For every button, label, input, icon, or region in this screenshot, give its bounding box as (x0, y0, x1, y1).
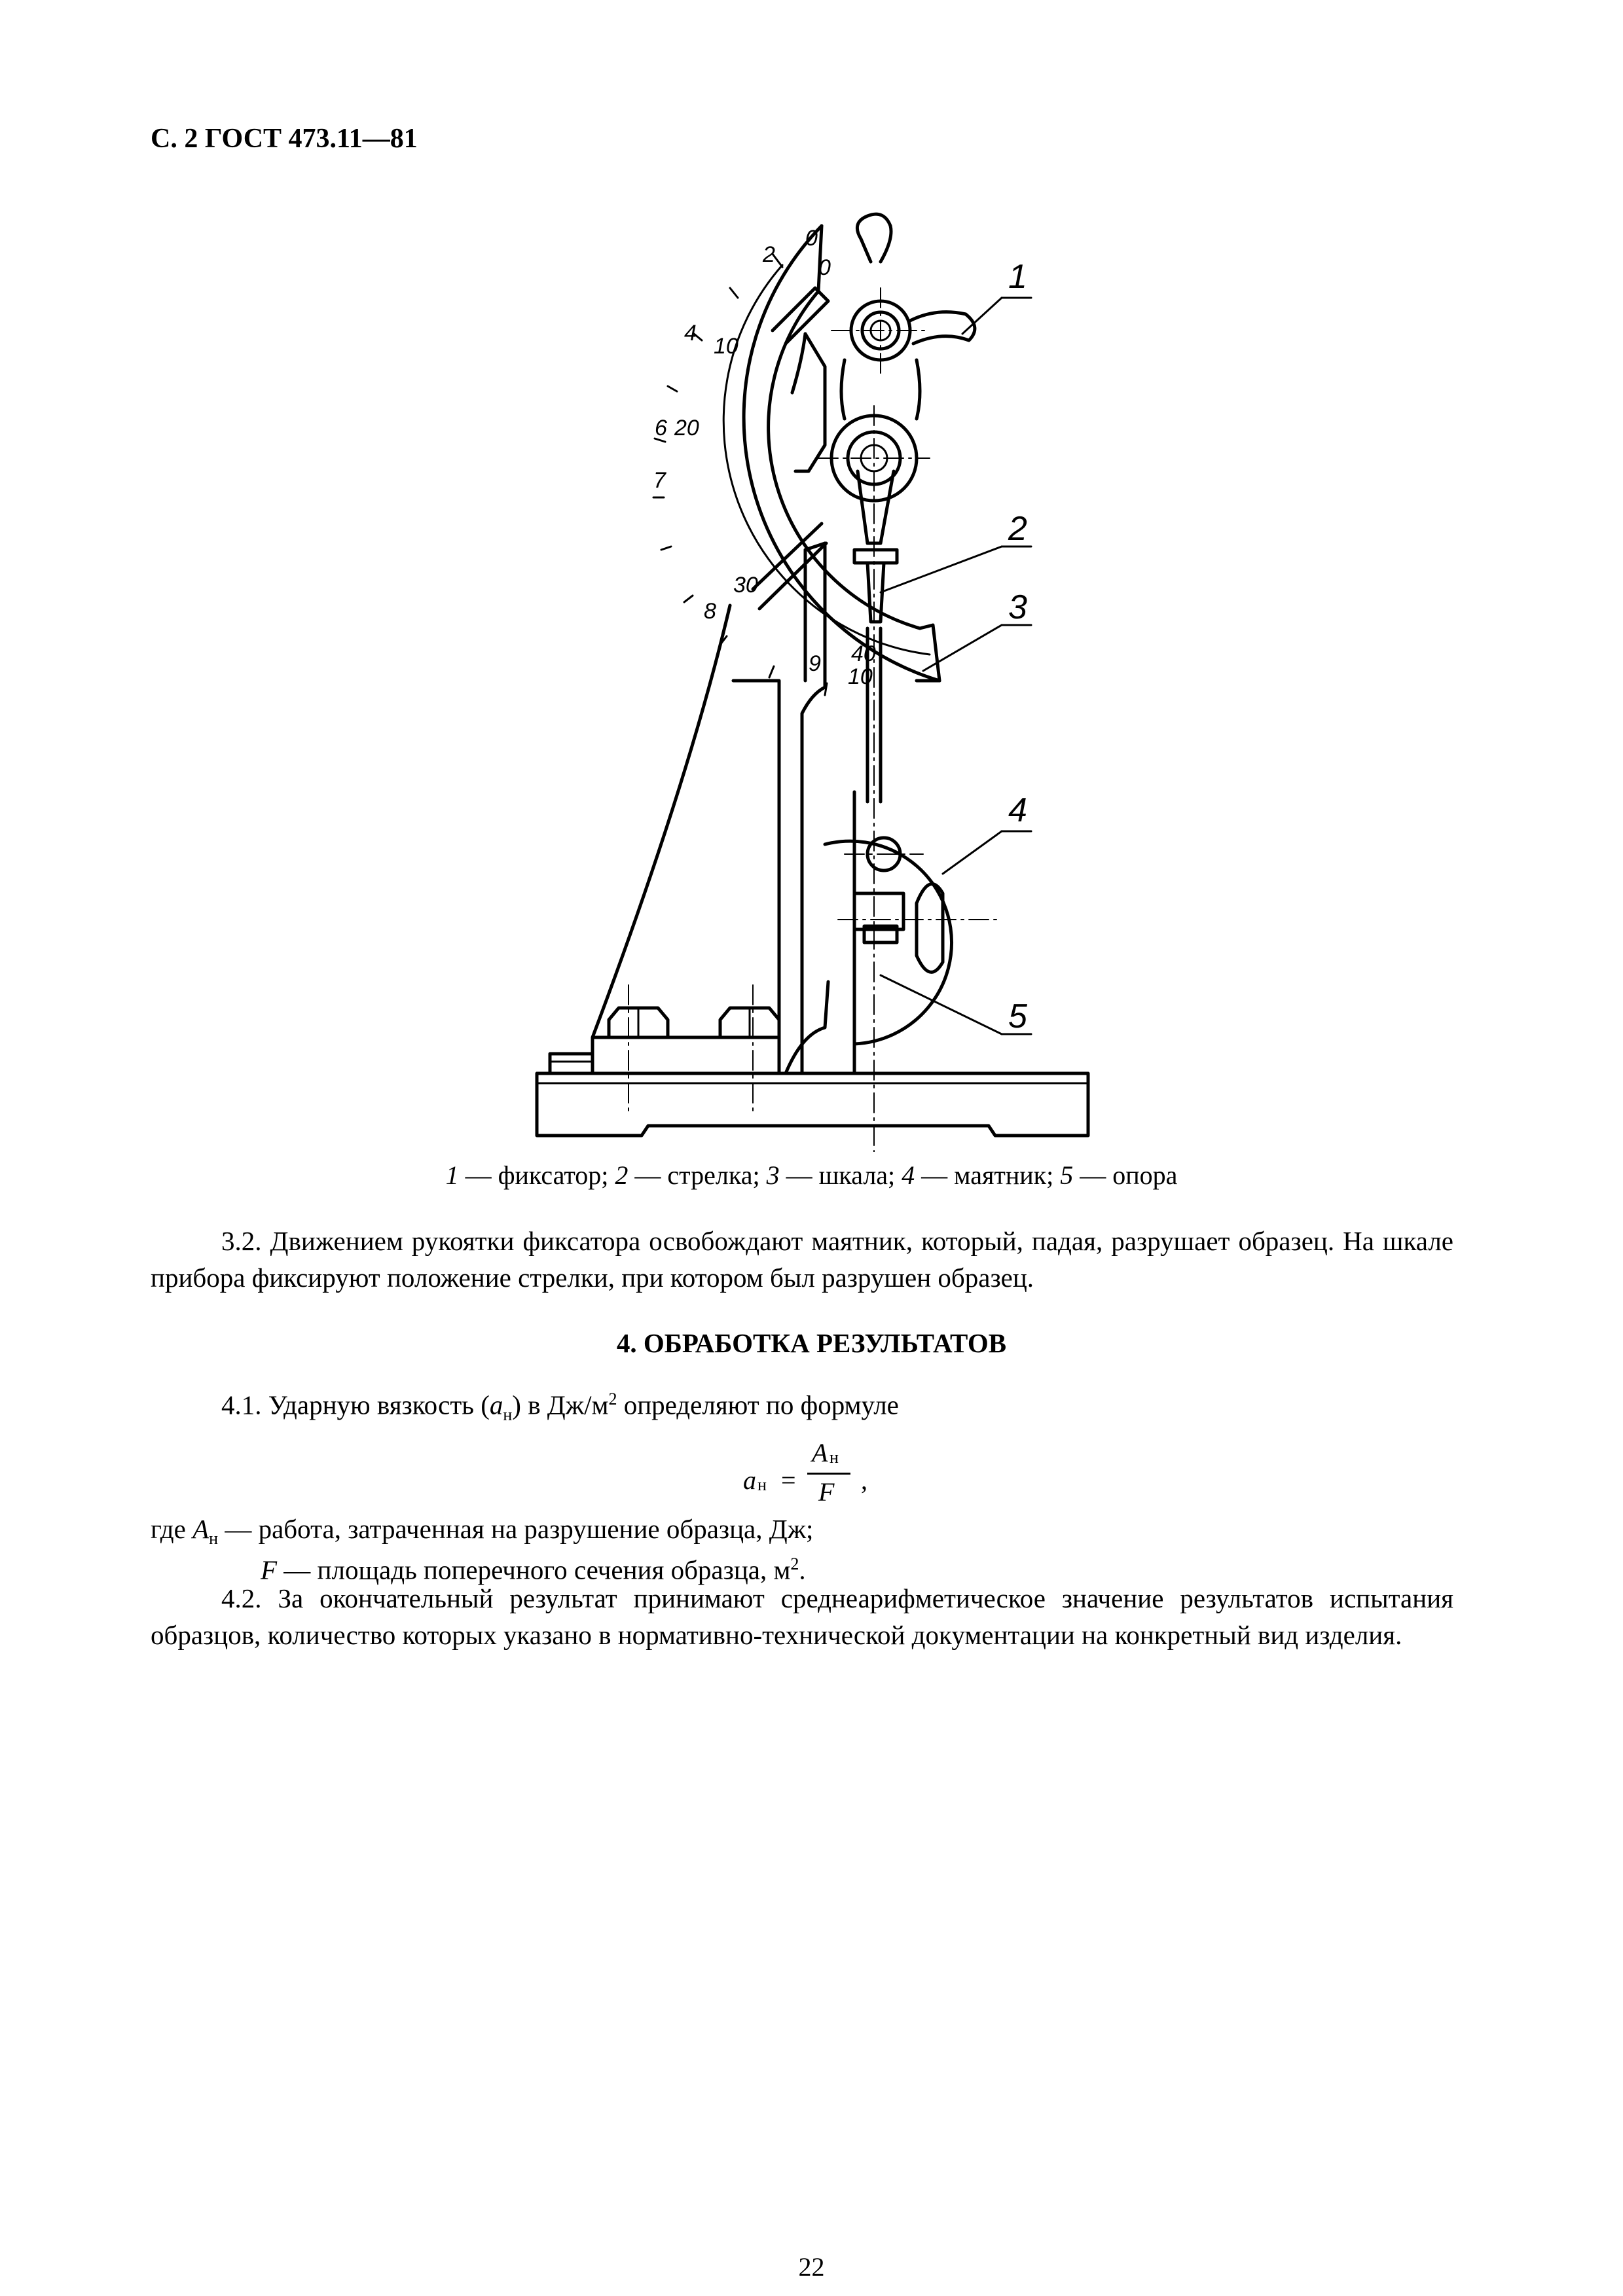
caption-text-1: фиксатор (498, 1160, 602, 1190)
svg-text:7: 7 (653, 468, 666, 493)
paragraph-3-2: 3.2. Движением рукоятки фиксатора освобождают маятник, который, падая, разрушает образец. На шкале прибора фиксируют положение стрелки, при котором был разрушен образец. (151, 1226, 1453, 1293)
svg-text:40: 40 (851, 641, 876, 666)
svg-text:8: 8 (704, 599, 716, 624)
fixator (831, 214, 975, 419)
formula (743, 1437, 913, 1509)
caption-text-5: опора (1112, 1160, 1178, 1190)
svg-text:0: 0 (805, 226, 818, 251)
caption-separator: ; (601, 1160, 609, 1190)
page-number: 22 (798, 2252, 825, 2282)
fraction-bar (807, 1473, 850, 1475)
caption-separator: ; (1046, 1160, 1054, 1190)
caption-num-3: 3 (766, 1160, 780, 1190)
svg-text:10: 10 (714, 334, 739, 359)
formula-eq: = (781, 1465, 796, 1495)
pendulum (825, 628, 1002, 1044)
svg-text:6: 6 (655, 416, 667, 440)
callout-4: 4 (1008, 791, 1027, 829)
scale-arc (653, 226, 939, 695)
formula-den: F (818, 1477, 835, 1507)
caption-dash: — (634, 1160, 661, 1190)
formula-num: A (812, 1438, 828, 1467)
formula-lhs: a (743, 1465, 756, 1495)
caption-dash: — (1080, 1160, 1106, 1190)
caption-separator: ; (752, 1160, 760, 1190)
caption-num-4: 4 (902, 1160, 915, 1190)
page-header: С. 2 ГОСТ 473.11—81 (151, 124, 418, 154)
caption-text-2: стрелка (667, 1160, 753, 1190)
formula-lhs-sub: н (757, 1475, 767, 1494)
svg-text:10: 10 (848, 664, 873, 689)
callout-2: 2 (1008, 510, 1027, 548)
caption-dash: — (786, 1160, 812, 1190)
svg-text:4: 4 (684, 321, 697, 346)
base-plate (537, 1054, 1088, 1136)
stand-body (593, 543, 854, 1113)
where-line-2: F — площадь поперечного сечения образца, $м^2$. (261, 1554, 806, 1585)
svg-text:0: 0 (818, 255, 831, 280)
caption-num-5: 5 (1060, 1160, 1074, 1190)
symbol-a: a (489, 1390, 503, 1420)
callout-1: 1 (1008, 258, 1027, 296)
paragraph-4-1: 4.1. Ударную вязкость $(a_н)$ в $Дж/м^2$ определяют по формуле (221, 1390, 899, 1424)
caption-dash: — (465, 1160, 492, 1190)
where-line-1: где $A_н$ — работа, затраченная на разрушение образца, Дж; (151, 1514, 814, 1549)
caption-text-3: шкала (818, 1160, 888, 1190)
callout-5: 5 (1008, 997, 1027, 1035)
formula-comma: , (861, 1465, 867, 1495)
callout-3: 3 (1008, 588, 1027, 626)
figure-caption (0, 1160, 1623, 1191)
svg-text:9: 9 (809, 651, 821, 676)
svg-text:30: 30 (733, 573, 758, 598)
caption-num-2: 2 (615, 1160, 629, 1190)
paragraph-4-2: 4.2. За окончательный результат принимают среднеарифметическое значение результатов испытания образцов, количество которых указано в нормативно-технической документации на конкретный вид изделия. (151, 1583, 1453, 1650)
caption-separator: ; (888, 1160, 896, 1190)
formula-num-sub: н (830, 1448, 839, 1467)
section-4-title: 4. ОБРАБОТКА РЕЗУЛЬТАТОВ (616, 1328, 1007, 1358)
svg-text:2: 2 (763, 242, 775, 267)
svg-text:20: 20 (674, 416, 699, 440)
caption-num-1: 1 (445, 1160, 459, 1190)
caption-text-4: маятник (954, 1160, 1047, 1190)
caption-dash: — (921, 1160, 948, 1190)
